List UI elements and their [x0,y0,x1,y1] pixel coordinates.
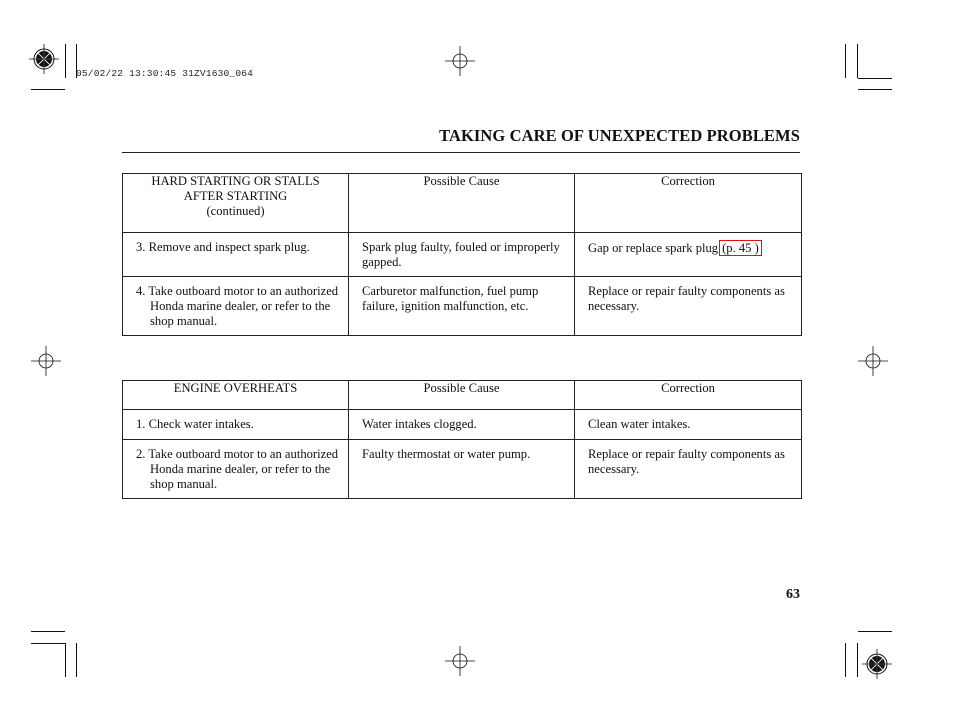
check-text: 2. Take outboard motor to an authorized Honda marine dealer, or refer to the shop manual. [136,447,339,491]
troubleshooting-table-overheats [122,380,802,499]
symptom-line: AFTER STARTING [183,189,288,203]
cause-text: Spark plug faulty, fouled or improperly gapped. [362,240,560,269]
symptom-header [123,174,349,233]
correction-cell [575,410,802,440]
registration-crosshair-icon [445,46,475,76]
page-title: TAKING CARE OF UNEXPECTED PROBLEMS [439,126,800,145]
cause-header: Possible Cause [349,174,575,233]
symptom-header: ENGINE OVERHEATS [123,381,349,410]
check-cell [123,277,349,336]
print-slug: 05/02/22 13:30:45 31ZV1630_064 [76,68,254,79]
correction-text: Clean water intakes. [588,417,691,431]
symptom-line: (continued) [206,204,265,218]
registration-starburst-icon [862,649,892,679]
correction-cell [575,277,802,336]
registration-crosshair-icon [445,646,475,676]
table-row [123,410,802,440]
cause-cell [349,410,575,440]
table-row [123,233,802,277]
check-cell [123,440,349,499]
registration-crosshair-icon [31,346,61,376]
registration-starburst-icon [29,44,59,74]
correction-header: Correction [575,174,802,233]
table-row [123,440,802,499]
cause-cell [349,440,575,499]
table-row [123,277,802,336]
table-header-row [123,381,802,410]
table-header-row [123,174,802,233]
cause-cell [349,233,575,277]
check-cell [123,233,349,277]
check-cell [123,410,349,440]
troubleshooting-table-hard-starting [122,173,802,336]
cause-cell [349,277,575,336]
correction-cell [575,233,802,277]
symptom-line: HARD STARTING OR STALLS [151,174,320,188]
check-text: 4. Take outboard motor to an authorized Honda marine dealer, or refer to the shop manual. [136,284,339,328]
cause-text: Carburetor malfunction, fuel pump failure, ignition malfunction, etc. [362,284,539,313]
registration-crosshair-icon [858,346,888,376]
correction-text: Replace or repair faulty components as necessary. [588,447,785,476]
cause-text: Faulty thermostat or water pump. [362,447,531,461]
check-text: 1. Check water intakes. [136,417,254,431]
check-text: 3. Remove and inspect spark plug. [136,240,310,254]
cause-header: Possible Cause [349,381,575,410]
correction-text: Replace or repair faulty components as necessary. [588,284,785,313]
correction-text: Gap or replace spark plug [588,241,719,255]
correction-cell [575,440,802,499]
cause-text: Water intakes clogged. [362,417,477,431]
page-number: 63 [786,587,800,602]
correction-header: Correction [575,381,802,410]
page-reference-link[interactable]: (p. 45 ) [719,240,762,256]
title-rule [122,152,800,153]
